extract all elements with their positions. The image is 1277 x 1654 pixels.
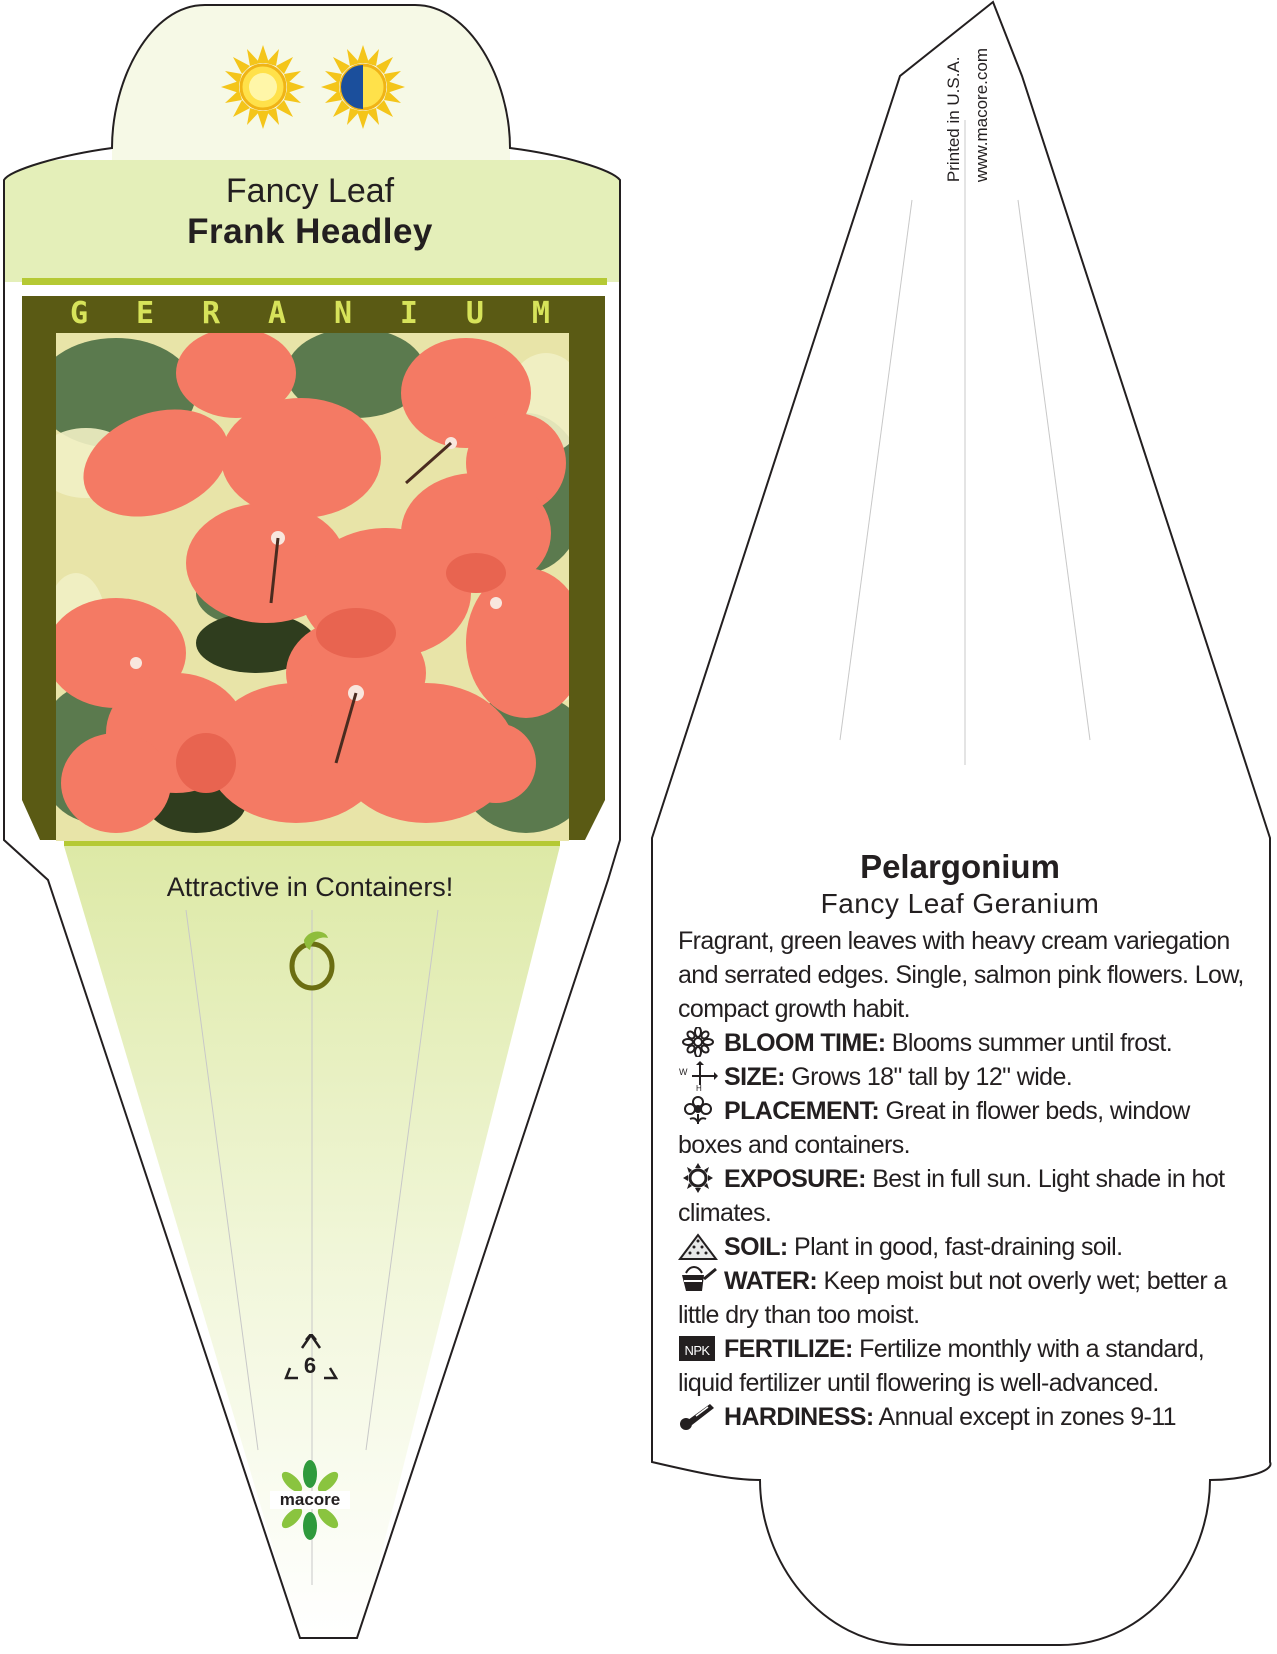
front-title-line1: Fancy Leaf — [225, 172, 395, 210]
flower-icon — [678, 1027, 718, 1057]
genus-letter: G — [70, 296, 89, 331]
part-sun-icon — [318, 42, 408, 132]
care-text: Blooms summer until frost. — [891, 1029, 1173, 1057]
care-label: EXPOSURE: — [724, 1165, 866, 1193]
care-text: Grows 18" tall by 12" wide. — [791, 1063, 1073, 1091]
care-instructions — [678, 924, 1248, 1434]
botanical-name: Pelargonium — [860, 848, 1060, 885]
front-tagline: Attractive in Containers! — [166, 872, 454, 902]
care-row-bloom — [678, 1026, 1248, 1060]
printed-line2: www.macore.com — [972, 48, 991, 183]
size-icon-h: H — [696, 1084, 702, 1091]
care-label: SIZE: — [724, 1063, 785, 1091]
care-row-water — [678, 1264, 1248, 1332]
care-row-hardiness — [678, 1400, 1248, 1434]
npk-icon — [678, 1333, 718, 1363]
flower-photo — [56, 333, 569, 841]
brand-name: macore — [279, 1490, 341, 1509]
placement-icon — [678, 1095, 718, 1125]
care-label: WATER: — [724, 1267, 818, 1295]
genus-letter: U — [465, 296, 484, 331]
care-row-placement — [678, 1094, 1248, 1162]
care-label: SOIL: — [724, 1233, 788, 1261]
care-row-fertilize — [678, 1332, 1248, 1400]
genus-letter: E — [135, 296, 155, 331]
watering-can-icon — [678, 1265, 718, 1295]
plant-description: Fragrant, green leaves with heavy cream variegation and serrated edges. Single, salmon pink flowers. Low, compact growth habit. — [678, 927, 1244, 1023]
full-sun-icon — [218, 42, 308, 132]
genus-letter: M — [531, 296, 550, 331]
care-row-soil — [678, 1230, 1248, 1264]
size-icon — [678, 1061, 718, 1091]
recycle-number: 6 — [303, 1353, 317, 1378]
container-icon — [284, 928, 340, 992]
care-text: Fertilize monthly with a standard, liquid fertilizer until flowering is well-advanced. — [678, 1335, 1205, 1397]
printed-line1: Printed in U.S.A. — [944, 56, 963, 183]
care-text: Annual except in zones 9-11 — [878, 1403, 1176, 1431]
care-text: Keep moist but not overly wet; better a little dry than too moist. — [678, 1267, 1227, 1329]
npk-text: NPK — [684, 1343, 710, 1358]
care-row-size — [678, 1060, 1248, 1094]
genus-letter: I — [399, 296, 418, 331]
care-label: BLOOM TIME: — [724, 1029, 886, 1057]
genus-letter: A — [267, 296, 287, 331]
common-name: Fancy Leaf Geranium — [820, 888, 1100, 919]
genus-label — [70, 296, 550, 331]
genus-letter: R — [201, 296, 221, 331]
care-label: PLACEMENT: — [724, 1097, 880, 1125]
printed-info — [940, 48, 1000, 218]
size-icon-w: W — [679, 1067, 687, 1077]
sun-icon — [678, 1163, 718, 1193]
front-title-line2: Frank Headley — [187, 212, 433, 251]
care-label: FERTILIZE: — [724, 1335, 853, 1363]
genus-letter: N — [333, 296, 352, 331]
care-label: HARDINESS: — [724, 1403, 874, 1431]
care-text: Great in flower beds, window boxes and containers. — [678, 1097, 1190, 1159]
care-text: Plant in good, fast-draining soil. — [794, 1233, 1123, 1261]
care-row-exposure — [678, 1162, 1248, 1230]
soil-icon — [678, 1231, 718, 1261]
thermometer-icon — [678, 1401, 718, 1431]
care-text: Best in full sun. Light shade in hot climates. — [678, 1165, 1225, 1227]
